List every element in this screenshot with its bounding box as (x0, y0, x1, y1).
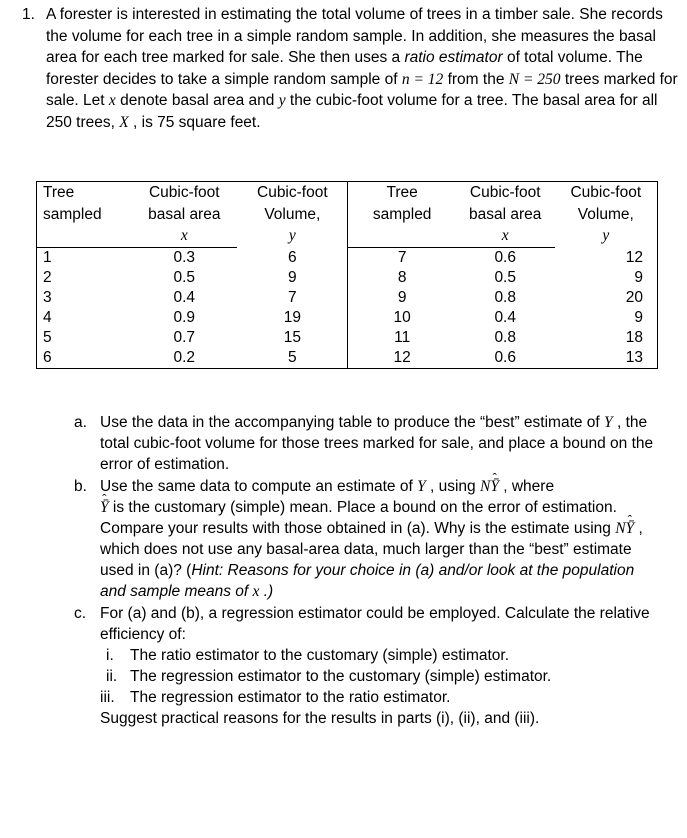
problem-statement (8, 4, 680, 133)
part-label: b. (74, 478, 87, 495)
cell: 12 (393, 349, 411, 366)
X-symbol: X (119, 113, 129, 131)
Y-bar-hat-symbol: ˆ Ȳ (626, 518, 635, 539)
sub-item-i (74, 645, 664, 666)
stem-text: the cubic-foot volume for a tree. The basal area for all 250 trees, (46, 92, 658, 131)
header-tree-sampled: Tree sampled (348, 182, 456, 226)
cell: 0.3 (173, 249, 196, 266)
cell: 12 (625, 248, 643, 266)
closing-text: Suggest practical reasons for the results in parts (i), (ii), and (iii). (100, 710, 540, 727)
y-symbol: y (278, 92, 286, 109)
cell: 0.5 (494, 269, 516, 286)
cell: 9 (288, 268, 297, 286)
part-c (74, 603, 664, 645)
N-symbol: N (479, 478, 491, 495)
hint-text: .) (259, 583, 274, 600)
volume-column-left (237, 248, 348, 369)
stem-text: , is 75 square feet. (128, 113, 261, 131)
cell: 11 (394, 329, 411, 346)
x-symbol: x (501, 227, 509, 244)
cell: 13 (625, 348, 643, 366)
Y-bar-hat-symbol: ˆ Ȳ (100, 497, 109, 518)
Y-symbol: Y (604, 414, 613, 431)
cell: 0.4 (173, 289, 196, 306)
cell: 9 (634, 308, 643, 326)
cell: 0.5 (173, 269, 196, 286)
cell: 3 (43, 289, 52, 306)
cell: 7 (397, 249, 407, 266)
stem-text: denote basal area and (115, 92, 279, 109)
sample-size-expr: n = 12 (401, 70, 444, 88)
cell: 15 (283, 328, 301, 346)
volume-column-right (555, 248, 658, 369)
x-symbol: x (252, 583, 260, 600)
part-text: is the customary (simple) mean. Place a bound on the error of estimation. Compare your results with those obtained in (a). Why is the estimate using (100, 499, 617, 537)
cell: 18 (625, 328, 643, 346)
sub-text: The regression estimator to the ratio estimator. (130, 689, 451, 706)
part-text: , the total cubic-foot volume for those trees marked for sale, and place a bound on the error of estimation. (100, 414, 654, 473)
y-symbol: y (288, 227, 296, 244)
sub-text: The ratio estimator to the customary (simple) estimator. (130, 647, 510, 664)
x-symbol: x (108, 92, 116, 109)
table-symbol-row (37, 225, 658, 248)
header-basal-area: Cubic-foot basal area (469, 184, 542, 223)
cell: 10 (393, 309, 411, 326)
cell: 0.6 (494, 249, 516, 266)
part-b (74, 476, 664, 602)
x-symbol: x (180, 227, 188, 244)
table-values-row (37, 248, 658, 369)
Y-symbol: Y (417, 478, 426, 495)
tree-column-left (37, 248, 132, 369)
header-tree-sampled: Tree sampled (43, 184, 102, 223)
header-volume: Cubic-foot Volume, (570, 184, 642, 223)
stem-text: A forester is interested in estimating the total volume of trees in a timber sale. She records the volume for each tree in a simple random sample. In addition, she measures the basal area for each tree marked for sale. She then uses a (46, 6, 663, 66)
part-text: For (a) and (b), a regression estimator could be employed. Calculate the relative efficiency of: (100, 605, 650, 643)
cell: 0.6 (494, 349, 516, 366)
cell: 0.8 (494, 329, 516, 346)
hint-text: Hint: Reasons for your choice in (a) and/or look at the population and sample means of (100, 562, 635, 600)
cell: 8 (397, 269, 407, 286)
cell: 0.2 (173, 349, 196, 366)
population-size-expr: N = 250 (508, 70, 561, 88)
sub-label: ii. (106, 668, 118, 685)
question-parts (74, 412, 664, 729)
header-basal-area: Cubic-foot basal area (148, 184, 221, 223)
cell: 9 (397, 289, 407, 306)
data-table (36, 181, 658, 369)
stem-text: from the (443, 70, 509, 88)
table-header-row (37, 182, 658, 226)
cell: 19 (283, 308, 301, 326)
ratio-estimator-term: ratio estimator (404, 49, 503, 66)
part-text: Use the same data to compute an estimate of (100, 478, 418, 495)
cell: 20 (625, 288, 643, 306)
cell: 4 (43, 309, 52, 326)
part-text: , using (425, 478, 480, 495)
basal-area-column-left (131, 248, 237, 369)
cell: 2 (43, 269, 52, 286)
cell: 0.9 (173, 309, 196, 326)
part-a (74, 412, 664, 475)
N-symbol: N (615, 520, 626, 537)
cell: 0.7 (173, 329, 196, 346)
cell: 5 (43, 329, 52, 346)
cell: 9 (634, 268, 643, 286)
part-text: , which does not use any basal-area data, much larger than the “best” estimate used in (a)? ( (100, 520, 643, 579)
part-text: Use the data in the accompanying table to produce the “best” estimate of (100, 414, 605, 431)
tree-column-right (348, 248, 456, 369)
y-symbol: y (602, 227, 610, 244)
sub-label: iii. (100, 689, 115, 706)
cell: 6 (288, 248, 297, 266)
sub-text: The regression estimator to the customary (simple) estimator. (130, 668, 552, 685)
part-label: a. (74, 414, 87, 431)
part-text: , where (498, 478, 555, 495)
cell: 7 (288, 288, 297, 306)
header-volume: Cubic-foot Volume, (257, 184, 328, 223)
basal-area-column-right (456, 248, 555, 369)
cell: 0.4 (494, 309, 516, 326)
stem-text: of total volume. The forester decides to take a simple random sample of (46, 49, 643, 88)
cell: 5 (288, 348, 297, 366)
stem-text: trees marked for sale. Let (46, 70, 678, 109)
sub-item-iii (74, 687, 664, 708)
sub-item-ii (74, 666, 664, 687)
cell: 0.8 (494, 289, 516, 306)
problem-number: 1. (22, 6, 35, 23)
sub-label: i. (106, 647, 114, 664)
cell: 1 (43, 249, 52, 266)
cell: 6 (43, 349, 52, 366)
part-label: c. (74, 605, 87, 622)
problem-stem (46, 4, 680, 133)
Y-bar-hat-symbol: ˆ Ȳ (490, 476, 499, 497)
